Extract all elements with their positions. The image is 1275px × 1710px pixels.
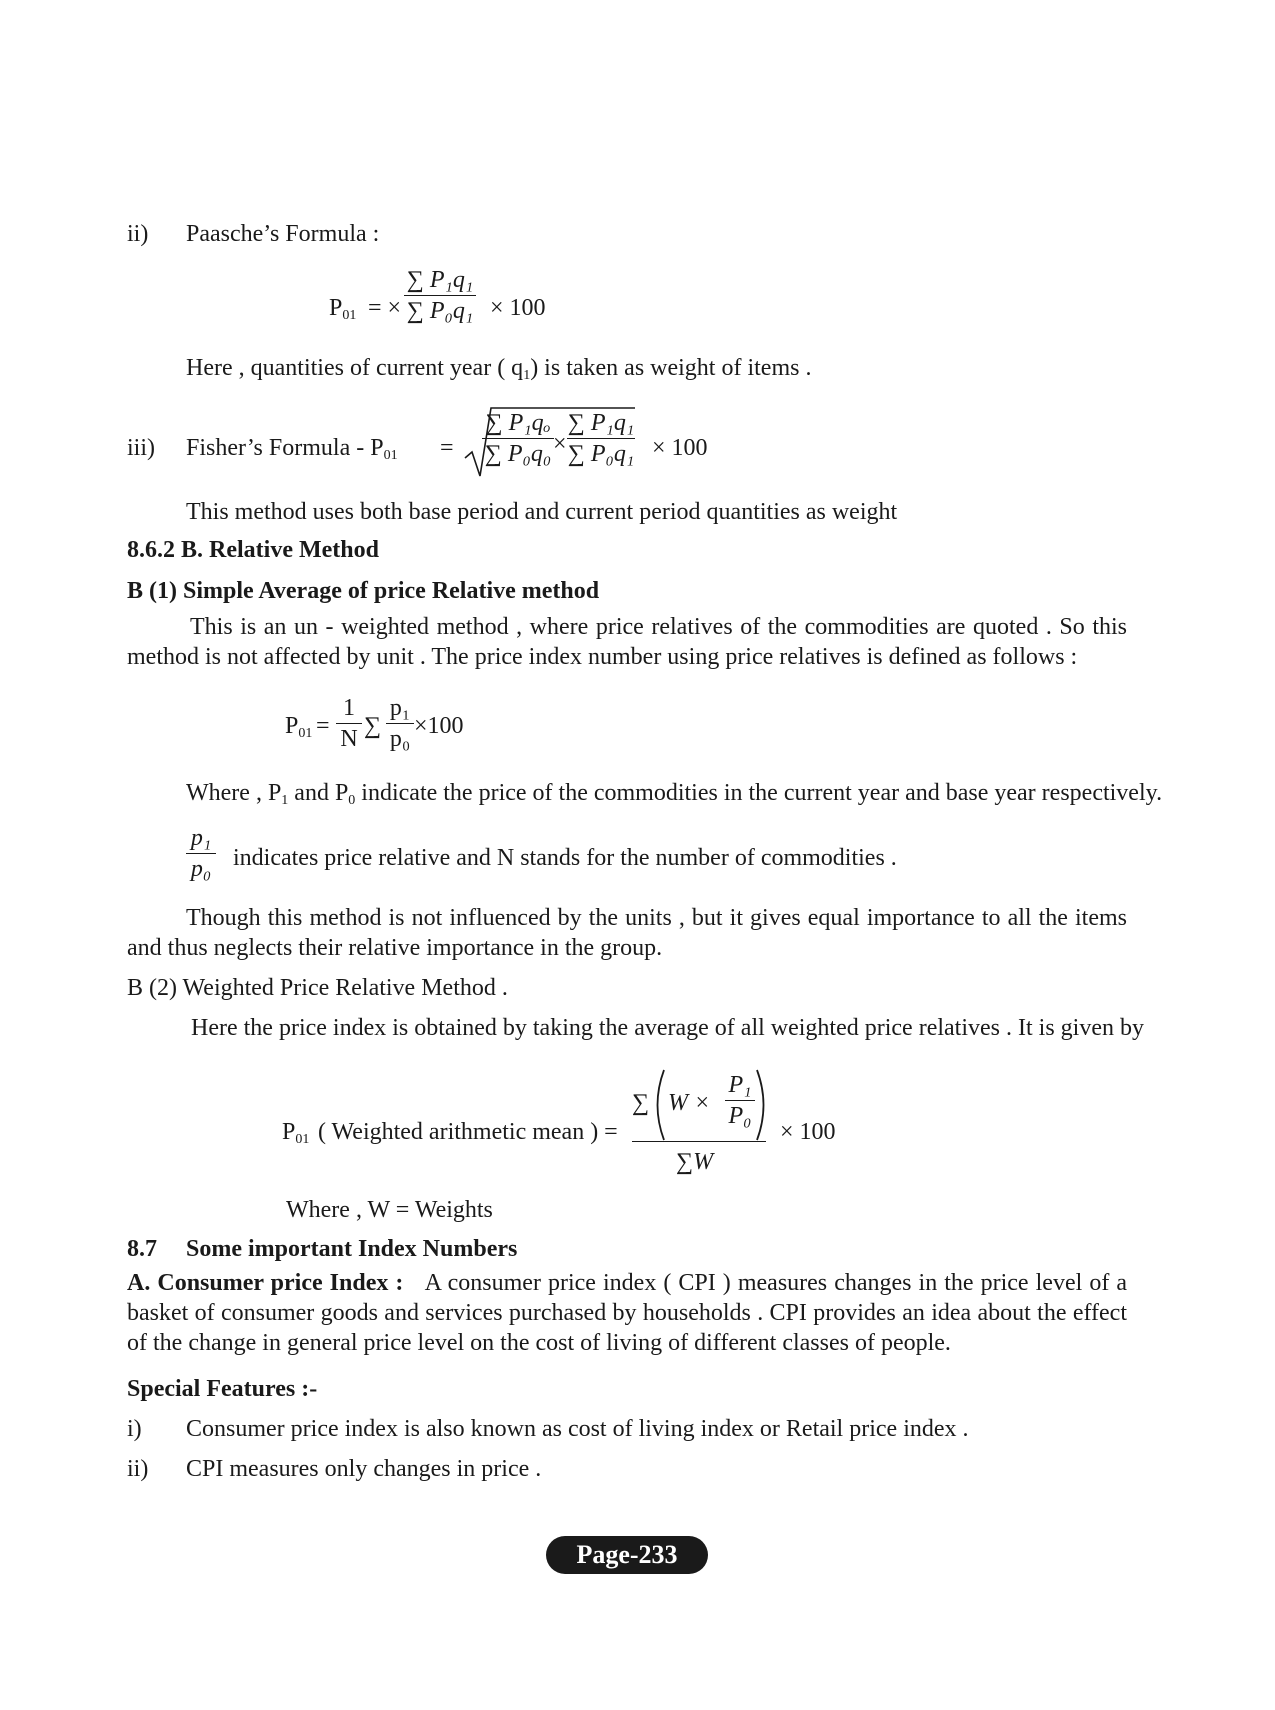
fisher-numerator-1: ∑ P₁qₒ bbox=[485, 410, 551, 436]
list-item: CPI measures only changes in price . bbox=[186, 1456, 542, 1482]
b2-fraction-bar bbox=[632, 1141, 766, 1142]
price-relative-text: indicates price relative and N stands for the number of commodities . bbox=[233, 845, 897, 871]
list-item: Consumer price index is also known as cost of living index or Retail price index . bbox=[186, 1416, 969, 1442]
fisher-fraction-1 bbox=[482, 410, 554, 468]
b2-weight-times: W × bbox=[668, 1090, 711, 1116]
left-paren bbox=[650, 1068, 666, 1142]
fisher-numerator-2: ∑ P₁q₁ bbox=[567, 410, 635, 436]
fisher-eq: = bbox=[440, 435, 454, 461]
list-marker: ii) bbox=[127, 1456, 149, 1482]
b2-formula-lhs-text: ( Weighted arithmetic mean ) = bbox=[318, 1119, 618, 1145]
paasche-note: Here , quantities of current year ( $q_1$) is taken as weight of items . bbox=[186, 355, 812, 383]
b1-formula-tail: ×100 bbox=[414, 713, 464, 739]
b1-formula-eq: = bbox=[316, 713, 330, 739]
b1-formula-lhs: $P_{01}$ bbox=[285, 713, 313, 741]
though-paragraph: Though this method is not influenced by the units , but it gives equal importance to all the items and thus neglects their relative importance in the group. bbox=[127, 905, 1127, 961]
paasche-formula-lhs: $P_{01}$ bbox=[329, 295, 357, 323]
paasche-formula-tail: × 100 bbox=[490, 295, 546, 321]
page-number-badge: Page-233 bbox=[546, 1536, 708, 1574]
features-heading: Special Features :- bbox=[127, 1376, 318, 1402]
price-relative-fraction: p₁ p₀ bbox=[186, 825, 216, 883]
b2-denominator: ∑W bbox=[676, 1149, 714, 1175]
fisher-fraction-2 bbox=[567, 410, 635, 468]
b1-fraction-p: p₁ p₀ bbox=[386, 695, 414, 753]
b2-where: Where , W = Weights bbox=[286, 1197, 493, 1223]
section-heading: 8.6.2 B. Relative Method bbox=[127, 537, 379, 563]
paasche-fraction bbox=[404, 267, 476, 325]
fisher-times: × bbox=[553, 431, 567, 457]
b1-formula-sigma: ∑ bbox=[364, 713, 382, 739]
cpi-paragraph: A. Consumer price Index : A consumer price index ( CPI ) measures changes in the price level of a basket of consumer goods and services purchased by households . CPI provides an idea about the effect of the change in general price level on the cost of living of different classes of people. bbox=[127, 1270, 1128, 1356]
b1-fraction-1-over-n: 1 N bbox=[336, 695, 362, 753]
fisher-denominator-1: ∑ P₀q₀ bbox=[484, 441, 552, 468]
paasche-heading: Paasche’s Formula : bbox=[186, 221, 380, 247]
fisher-heading: Fisher’s Formula - $P_{01}$ bbox=[186, 435, 398, 463]
paasche-denominator: ∑ P₀q₁ bbox=[406, 298, 474, 325]
b2-paragraph: Here the price index is obtained by taking the average of all weighted price relatives . It is given by bbox=[191, 1015, 1144, 1041]
b2-formula-lhs: $P_{01}$ bbox=[282, 1119, 310, 1147]
list-marker: ii) bbox=[127, 221, 149, 247]
subsection-heading: B (2) Weighted Price Relative Method . bbox=[127, 975, 508, 1001]
fisher-tail: × 100 bbox=[652, 435, 708, 461]
right-paren bbox=[755, 1068, 771, 1142]
section-number: 8.7 bbox=[127, 1236, 157, 1262]
where-sentence: Where , $P_1$ and $P_0$ indicate the price of the commodities in the current year and base year respectively. bbox=[186, 780, 1163, 808]
paasche-formula-eq: = × bbox=[368, 295, 402, 321]
paasche-numerator: ∑ P₁q₁ bbox=[406, 267, 474, 293]
list-marker: iii) bbox=[127, 435, 155, 461]
b2-inner-fraction: P₁ P₀ bbox=[725, 1072, 755, 1130]
fisher-note: This method uses both base period and current period quantities as weight bbox=[186, 499, 898, 525]
b2-formula-tail: × 100 bbox=[780, 1119, 836, 1145]
subsection-heading: B (1) Simple Average of price Relative method bbox=[127, 578, 600, 604]
cpi-label: A. Consumer price Index : bbox=[127, 1270, 404, 1296]
fisher-denominator-2: ∑ P₀q₁ bbox=[567, 441, 635, 468]
b2-sigma: ∑ bbox=[632, 1090, 650, 1116]
list-marker: i) bbox=[127, 1416, 142, 1442]
b1-paragraph: This is an un - weighted method , where price relatives of the commodities are quoted . So this method is not affected by unit . The price index number using price relatives is defined as follows : bbox=[127, 614, 1127, 670]
section-heading: Some important Index Numbers bbox=[186, 1236, 518, 1262]
